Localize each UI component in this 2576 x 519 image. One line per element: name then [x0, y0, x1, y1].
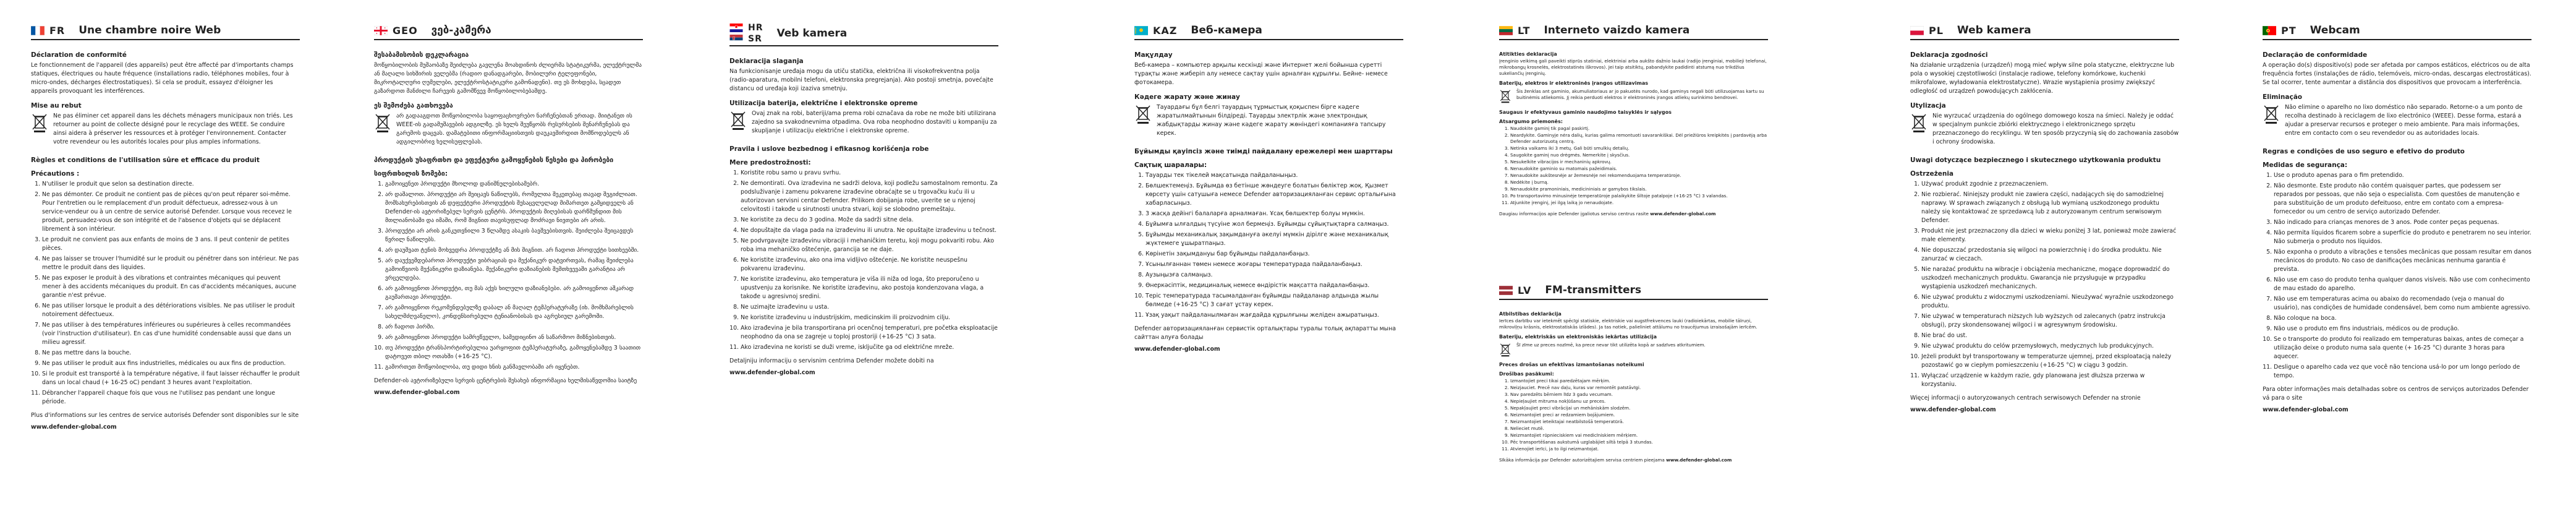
list-item: 1. N'utiliser le produit que selon sa destination directe. — [42, 180, 300, 189]
declaration-text: Le fonctionnement de l'appareil (des appareils) peut être affecté par d'importants champs statiques, électriques ou haute fréquence (installations radio, téléphones mobiles, four à micro-ondes, décharges électrostatiques). Si cela se produit, essayez d'éloigner les appareils provoquant les interférences. — [31, 62, 294, 95]
crossed-bin-icon — [1499, 342, 1511, 357]
list-item: 10. Теріс температурада тасымалданған бұйымды пайдаланар алдында жылы бөлмеде (+16-25 °С) 3 сағат ұстау керек. — [1146, 292, 1403, 309]
list-item: 9. Neizmantojiet rūpnieciskiem vai medicīniskiem mērķiem. — [1510, 432, 1768, 439]
footer-text — [1499, 457, 1768, 463]
declaration-text: Ierīces darbību var ietekmēt spēcīgi statiskie, elektriskie vai augstfrekvences lauki (radioiekārtas, mobilie tālruņi, mikroviļņu krāsnis, elektrostatiskās izlādes). Ja tas notiek, palieliniet attālumu no traucējumus izraisošajām ierīcēm. — [1499, 318, 1758, 330]
list-item: 11. Ako izrađevina ne koristi se duži vreme, isključite ga od električne mreže. — [741, 343, 998, 352]
list-item: 7. არ გამოიყენოთ რეკომენდებულზე დაბალ ან მაღალ ტემპერატურაზე (იხ. მომხმარებლის სახელმძღვანელო), კონდენსირებული ტენიანობისას და აგრესიულ გარემოში. — [385, 304, 643, 321]
list-item: 7. Ұсынылғаннан төмен немесе жоғары температурада пайдаланбаңыз. — [1146, 260, 1403, 269]
website-link[interactable]: www.defender-global.com — [31, 424, 117, 431]
footer-text: Plus d'informations sur les centres de service autorisés Defender sont disponibles sur le site — [31, 412, 299, 419]
list-item: 3. პროდუქტი არ არის განკუთვნილი 3 წლამდე ასაკის ბავშვებისთვის. შეიძლება შეიცავდეს წვრილ ნაწილებს. — [385, 227, 643, 244]
list-item: 1. Use o produto apenas para o fim pretendido. — [2274, 171, 2531, 180]
footer-text — [1499, 211, 1768, 217]
list-item: 6. Ne koristite izrađevinu, ako ona ima vidljivo oštećenje. Ne koristite neuspešnu pokvarenu izrađevinu. — [741, 256, 998, 273]
section-title: Веб-камера — [1191, 24, 1262, 36]
rules-heading: Saugaus ir efektyvaus gaminio naudojimo taisyklės ir sąlygos — [1499, 109, 1672, 115]
list-item: 5. Ne pas exposer le produit à des vibrations et contraintes mécaniques qui peuvent mener à des accidents mécaniques du produit. En cas d'accidents mécaniques, aucune garantie n'est prévue. — [42, 274, 300, 300]
disposal-text: Nie wyrzucać urządzenia do ogólnego domowego kosza na śmieci. Należy je oddać w specjalnym punkcie zbiórki elektrycznego i elektronicznego sprzętu przeznaczonego do recyklingu. W ten sposób przyczynią się do zachowania zasobów i ochrony środowiska. — [1932, 113, 2179, 145]
list-item: 3. Ne koristite za decu do 3 godina. Može da sadrži sitne dela. — [741, 216, 998, 225]
lang-code: PT — [2281, 24, 2297, 36]
disposal-heading: Bateriju, elektriskās un elektroniskās iekārtas utilizācija — [1499, 334, 1657, 340]
serbia-flag-icon — [729, 35, 743, 43]
declaration-text: Įrenginio veikimą gali paveikti stiprūs statiniai, elektriniai arba aukšto dažnio laukai (radijo įrenginiai, mobilieji telefonai, mikrobangų krosnelės, elektrostatinės iškrovos). Jei taip atsitiktų, pabandykite padidinti atstumą nuo trikdžius sukeliančių įrenginių. — [1499, 58, 1767, 76]
disposal-text: არ გადააგდოთ მოწყობილობა საყოფაცხოვრებო ნარჩენებთან ერთად. მიიტანეთ ის WEEE-ის გადამუშავების ადგილზე. ეს ხელს შეუწყობს რესურსების შენარჩუნებას და გარემოს დაცვას. დამატებითი ინფორმაციისთვის დაუკავშირდით მომწოდებელს ან ადგილობრივ ხელისუფლებას. — [396, 113, 632, 145]
header-kaz — [1134, 22, 1403, 40]
lang-code: GEO — [393, 24, 418, 36]
declaration-text: Na funkcionisanje uređaja mogu da utiču statička, električna ili visokofrekventna polja (radio-aparatura, mobilni telefoni, elektronska pregrejanja). Ako postoji smetnja, povećajte distancu od uređaja koji izaziva smetnju. — [729, 68, 993, 92]
section-fr — [31, 22, 300, 431]
website-link[interactable]: www.defender-global.com — [1134, 346, 1220, 353]
list-item: 10. Jeżeli produkt był transportowany w temperaturze ujemnej, przed eksploatacją należy pozostawić go w ciepłym pomieszczeniu (+16-25 °C) w ciągu 3 godzin. — [1921, 353, 2179, 370]
header-fr — [31, 22, 300, 40]
lang-code: FR — [49, 24, 66, 36]
disposal-heading: Eliminação — [2263, 93, 2302, 101]
list-item: 2. Neizjauciet. Precē nav daļu, kuras var remontēt patstāvīgi. — [1510, 385, 1768, 391]
list-item: 9. Nenaudokite pramoniniais, medicininiais ar gamybos tikslais. — [1510, 186, 1768, 192]
list-item: 11. Wyłączać urządzenie w każdym razie, gdy planowana jest dłuższa przerwa w korzystaniu. — [1921, 372, 2179, 389]
crossed-bin-icon — [1499, 88, 1511, 103]
declaration-heading: Мақұлдау — [1134, 51, 1173, 59]
list-item: 9. Não use o produto em fins industriais, médicos ou de produção. — [2274, 325, 2531, 333]
rules-heading: Regras e condições de uso seguro e efetivo do produto — [2263, 148, 2465, 155]
list-item: 10. Ako izrađevina je bila transportirana pri ocenčnoj temperaturi, pre početka eksploatacije neophodno da ona se zagreje u toploj prostoriji (+16-25 °C) 3 sata. — [741, 324, 998, 341]
section-title: Web kamera — [1957, 24, 2031, 36]
list-item: 4. Saugokite gaminį nuo drėgmės. Nemerkite į skysčius. — [1510, 152, 1768, 158]
list-item: 6. Nenaudokite gaminio su matomais pažeidimais. — [1510, 166, 1768, 172]
list-item: 5. Бұйымды механикалық зақымдануға әкелуі мүмкін дірілге және механикалық жүктемеге ұшыратпаңыз. — [1146, 231, 1403, 248]
list-item: 10. Si le produit est transporté à la température négative, il faut laisser réchauffer le produit dans un local chaud (+ 16-25 oC) pendant 3 heures avant l'exploitation. — [42, 370, 300, 387]
disposal-text: Šis ženklas ant gaminio, akumuliatoriaus ar jo pakuotės nurodo, kad gaminys negali būti utilizuojamas kartu su buitinėmis atliekomis. Jį reikia perduoti elektros ir elektroninės įrangos atliekų surinkimo bendrovei. — [1516, 88, 1764, 100]
footer-text: Para obter informações mais detalhadas sobre os centros de serviços autorizados Defender vá para o site — [2263, 386, 2529, 401]
list-item: 8. Nedėkite į burną. — [1510, 179, 1768, 186]
precautions-list — [2263, 171, 2531, 380]
list-item: 9. Ne koristite izrađevinu u industrijskim, medicinskim ili proizvodnim cilju. — [741, 314, 998, 322]
list-item: 4. Não permita líquidos ficarem sobre a superfície do produto e penetrarem no seu interior. Não submerja o produto nos líquidos. — [2274, 229, 2531, 246]
list-item: 2. Neardykite. Gaminyje nėra dalių, kurias galima remontuoti savarankiškai. Dėl priežiūros kreipkitės į pardavėją arba Defender autorizuotą centrą. — [1510, 132, 1768, 145]
list-item: 5. Nesukelkite vibracijos ir mechaninių apkrovų. — [1510, 159, 1768, 165]
precautions-list — [1499, 126, 1768, 206]
list-item: 3. 3 жасқа дейінгі балаларға арналмаған. Ұсақ бөлшектер болуы мүмкін. — [1146, 210, 1403, 218]
disposal-heading: Utilizacija baterija, električne i elektronske opreme — [729, 100, 918, 107]
declaration-text: მოწყობილობის მუშაობაზე შეიძლება გავლენა მოახდინოს ძლიერმა სტატიკურმა, ელექტრულმა ან მაღალი სიხშირის ველებმა (რადიო დანადგარები, მობილური ტელეფონები, მიკროტალღური ღუმელები, ელექტროსტატიკური გამონადენი). თუ ეს მოხდება, სცადეთ გაზარდოთ მანძილი ჩარევის გამომწვევ მოწყობილობებამდე. — [374, 62, 642, 95]
list-item: 10. თუ პროდუქტი ტრანსპორტირებულია უარყოფით ტემპერატურაზე, გამოყენებამდე 3 საათით დატოვეთ თბილ ოთახში (+16-25 °С). — [385, 344, 643, 361]
list-item: 3. Produkt nie jest przeznaczony dla dzieci w wieku poniżej 3 lat, ponieważ może zawierać małe elementy. — [1921, 227, 2179, 244]
list-item: 7. Ne koristite izrađevinu, ako temperatura je viša ili niža od loga, što preporučeno u upustvenju za korisnike. Ne koristite izrađevinu, ako postoja kondenzovana vlaga, a takođe u agresivnoj sredini. — [741, 275, 998, 301]
list-item: 7. Nie używać w temperaturach niższych lub wyższych od zalecanych (patrz instrukcja obsługi), przy skondensowanej wilgoci i w agresywnym środowisku. — [1921, 312, 2179, 330]
precautions-heading: Drošības pasākumi: — [1499, 371, 1554, 377]
section-title: FM-transmitters — [1545, 284, 1641, 296]
precautions-list — [1910, 180, 2179, 389]
lang-code: PL — [1929, 24, 1944, 36]
france-flag-icon — [31, 26, 45, 35]
list-item: 8. Nie brać do ust. — [1921, 332, 2179, 340]
list-item: 6. Nie używać produktu z widocznymi uszkodzeniami. Nieużywać wyraźnie uszkodzonego produktu. — [1921, 293, 2179, 311]
section-geo — [374, 22, 643, 396]
list-item: 1. გამოიყენეთ პროდუქტი მხოლოდ დანიშნულებისამებრ. — [385, 180, 643, 189]
list-item: 3. Netinka vaikams iki 3 metų. Gali būti smulkių detalių. — [1510, 145, 1768, 152]
latvia-flag-icon — [1499, 286, 1513, 295]
precautions-list — [31, 180, 300, 406]
list-item: 9. Nie używać produktu do celów przemysłowych, medycznych lub produkcyjnych. — [1921, 342, 2179, 351]
list-item: 9. არ გამოიყენოთ პროდუქტი სამრეწველო, სამედიცინო ან საწარმოო მიზნებისთვის. — [385, 333, 643, 342]
list-item: 8. არ ჩადოთ პირში. — [385, 323, 643, 332]
footer-text: Detaljniju informaciju o servisnim centrima Defender možete dobiti na — [729, 358, 934, 364]
croatia-flag-icon — [729, 24, 743, 32]
website-link[interactable]: www.defender-global.com — [374, 389, 460, 396]
list-item: 1. Naudokite gaminį tik pagal paskirtį. — [1510, 126, 1768, 132]
section-title: Interneto vaizdo kamera — [1544, 24, 1690, 36]
lang-code: LT — [1518, 24, 1531, 36]
lang-code: LV — [1518, 284, 1532, 296]
list-item: 4. Ne pas laisser se trouver l'humidité sur le produit ou pénétrer dans son intérieur. Ne pas mettre le produit dans des liquides. — [42, 255, 300, 272]
precautions-heading: Précautions : — [31, 170, 80, 178]
poland-flag-icon — [1910, 26, 1924, 35]
list-item: 3. Não indicado para crianças menores de 3 anos. Pode conter peças pequenas. — [2274, 218, 2531, 227]
declaration-heading: Atbilstības deklarācija — [1499, 311, 1562, 317]
list-item: 1. Izmantojiet preci tikai paredzētajam mērķim. — [1510, 378, 1768, 384]
list-item: 11. Débrancher l'appareil chaque fois que vous ne l'utilisez pas pendant une longue période. — [42, 389, 300, 406]
declaration-heading: Declaração de conformidade — [2263, 51, 2368, 59]
rules-heading: Pravila i uslove bezbednog i efikasnog korišćenja robe — [729, 145, 929, 153]
precautions-heading: Ostrzeżenia — [1910, 170, 1953, 178]
list-item: 9. Өнеркәсіптік, медициналық немесе өндірістік мақсатта пайдаланбаңыз. — [1146, 281, 1403, 290]
crossed-bin-icon — [2263, 103, 2280, 124]
footer-label: Sīkāka informācija par Defender autorizētajiem servisa centriem pieejama — [1499, 457, 1665, 463]
disposal-text: Não elimine o aparelho no lixo doméstico não separado. Retorne-o a um ponto de recolha destinado à reciclagem de lixo electrónico (WEEE). Desse forma, estará a ajudar a preservar recursos e proteger o meio ambiente. Para mais informações, entre em contacto com o seu revendedor ou as autoridades locais. — [2285, 104, 2523, 137]
list-item: 1. Koristite robu samo u pravu svrhu. — [741, 169, 998, 178]
declaration-text: Na działanie urządzenia (urządzeń) mogą mieć wpływ silne pola statyczne, elektryczne lub pola o wysokiej częstotliwości (instalacje radiowe, telefony komórkowe, kuchenki mikrofalowe, wyładowania elektrostatyczne). Wrazie wystąpienia prosimy zwiększyć odległość od urządzeń powodujących zakłócenia. — [1910, 62, 2175, 95]
list-item: 4. Бұйымға ылғалдың түсуіне жол бермеңіз. Бұйымды сұйықтықтарға салмаңыз. — [1146, 220, 1403, 229]
list-item: 11. Atvienojiet ierīci, ja to ilgi neizmantojat. — [1510, 446, 1768, 452]
rules-heading: Preces drošas un efektīvas izmantošanas noteikumi — [1499, 362, 1644, 367]
list-item: 8. Ne pas mettre dans la bouche. — [42, 349, 300, 358]
section-lv — [1499, 281, 1768, 467]
section-kaz — [1134, 22, 1403, 353]
header-lv — [1499, 281, 1768, 300]
portugal-flag-icon — [2263, 26, 2276, 35]
crossed-bin-icon — [1134, 103, 1152, 124]
declaration-heading: Deklaracija slaganja — [729, 58, 804, 65]
precautions-list — [374, 180, 643, 372]
section-pt — [2263, 22, 2531, 413]
website-link[interactable]: www.defender-global.com — [1650, 211, 1716, 217]
georgia-flag-icon — [374, 26, 388, 35]
list-item: 8. Nelieciet mutē. — [1510, 426, 1768, 432]
list-item: 6. Ne pas utiliser lorsque le produit a des détériorations visibles. Ne pas utiliser le produit notoirement défectueux. — [42, 302, 300, 319]
list-item: 4. Nie dopuszczać przedostania się wilgoci na powierzchnię i do środka produktu. Nie zanurzać w cieczach. — [1921, 246, 2179, 264]
disposal-text: Šī zīme uz preces nozīmē, ka prece nevar tikt utilizēta kopā ar sadzīves atkritumiem. — [1516, 342, 1706, 348]
list-item: 11. გამორთეთ მოწყობილობა, თუ დიდი ხნის განმავლობაში არ იყენებთ. — [385, 363, 643, 372]
list-item: 3. Le produit ne convient pas aux enfants de moins de 3 ans. Il peut contenir de petites pièces. — [42, 236, 300, 253]
declaration-heading: შესაბამისობის დეკლარაცია — [374, 51, 469, 59]
declaration-heading: Atitikties deklaracija — [1499, 51, 1557, 57]
rules-heading: Бұйымды қауіпсіз және тиімді пайдалану ережелері мен шарттары — [1134, 148, 1393, 155]
disposal-text: Ovaj znak na robi, bateriji/ama prema robi označava da robe ne može biti utilizirana zajedno sa svakodnevnima otpadima. Ova roba neophodno dostaviti u kompaniju za skupljanje i utilizaciju električne i elektronske opreme. — [752, 110, 997, 134]
header-hr-sr — [729, 22, 998, 46]
list-item: 2. Nie rozbierać. Niniejszy produkt nie zawiera części, nadających się do samodzielnej naprawy. W sprawach związanych z obsługą lub wymianą uszkodzonego produktu należy się kontaktować ze sprzedawcą lub z autoryzowanym centrum serwisowym Defender. — [1921, 191, 2179, 225]
declaration-text: Веб-камера – компьютер арқылы кескінді және Интернет желі бойынша суретті тұрақты және жиберіп алу немесе сақтау үшін арналған құрылғы. Бейне- немесе фотокамера. — [1134, 62, 1388, 86]
list-item: 7. Ne pas utiliser à des températures inférieures ou supérieures à celles recommandées (voir l'instruction d'utilisateur). En cas d'une humidité condensable aussi que dans un milieu agressif. — [42, 321, 300, 347]
footer-text: Defender авторизацияланған сервистік орталықтары туралы толық ақпаратты мына сайттан алуға болады — [1134, 325, 1396, 341]
section-title: Webcam — [2310, 24, 2360, 36]
list-item: 10. Po transportavimo minusinėje temperatūroje palaikykite šiltoje patalpoje (+16-25 °C) 3 valandas. — [1510, 193, 1768, 199]
disposal-heading: Utylizacja — [1910, 102, 1946, 109]
rules-heading: პროდუქტის უსაფრთხო და ეფექტური გამოყენების წესები და პირობები — [374, 157, 614, 164]
section-title: Une chambre noire Web — [79, 24, 221, 36]
list-item: 1. Тауарды тек тікелей мақсатында пайдаланыңыз. — [1146, 171, 1403, 180]
list-item: 6. Não use em caso do produto tenha qualquer danos visíveis. Não use com conhecimento de mau estado do aparelho. — [2274, 276, 2531, 293]
list-item: 11. Atjunkite įrenginį, jei ilgą laiką jo nenaudojate. — [1510, 200, 1768, 206]
list-item: 8. Аузыңызға салмаңыз. — [1146, 271, 1403, 280]
lithuania-flag-icon — [1499, 26, 1513, 35]
precautions-heading: Mere predostrožnosti: — [729, 159, 811, 166]
precautions-list — [729, 169, 998, 352]
header-pt — [2263, 22, 2531, 40]
footer-text: Defender-ის ავტორიზებული სერვის ცენტრების შესახებ ინფორმაცია ხელმისაწვდომია საიტზე — [374, 377, 637, 384]
list-item: 4. არ დაუშვათ ტენის მოხვედრა პროდუქტზე ან მის შიგნით. არ ჩადოთ პროდუქტი სითხეებში. — [385, 246, 643, 255]
header-geo — [374, 22, 643, 40]
disposal-heading: Baterijų, elektros ir elektroninės įrangos utilizavimas — [1499, 80, 1648, 86]
declaration-text: A operação do(s) dispositivo(s) pode ser afetada por campos estáticos, eléctricos ou de alta frequência fortes (instalações de rádio, telemóveis, micro-ondas, descargas electrostáticas). Se tal ocorrer, tente aumentar a distância dos dispositivos que provocam a interferência. — [2263, 62, 2531, 86]
website-link[interactable]: www.defender-global.com — [1666, 457, 1732, 463]
disposal-heading: Кәдеге жарату және жинау — [1134, 93, 1240, 101]
crossed-bin-icon — [31, 112, 48, 133]
disposal-text: Ne pas éliminer cet appareil dans les déchets ménagers municipaux non triés. Les retourner au point de collecte désigné pour le recyclage des WEEE. Se conduire ainsi aidera à préserver les ressources et à protéger l'environnement. Contacter votre revendeur ou les autorités locales pour plus amples informations. — [53, 113, 293, 145]
lang-code-sr: SR — [748, 34, 762, 44]
list-item: 5. Nepakļaujiet preci vibrācijai un mehāniskām slodzēm. — [1510, 405, 1768, 411]
crossed-bin-icon — [1910, 112, 1928, 133]
website-link[interactable]: www.defender-global.com — [2263, 406, 2349, 413]
footer-label: Daugiau informacijos apie Defender įgaliotus serviso centrus rasite — [1499, 211, 1649, 217]
list-item: 8. Não coloque na boca. — [2274, 314, 2531, 323]
list-item: 7. Nenaudokite aukštesnėje ar žemesnėje nei rekomenduojama temperatūroje. — [1510, 173, 1768, 179]
disposal-heading: ეს შემოძება გათხოვება — [374, 102, 453, 109]
disposal-text: Тауардағы бұл белгі тауардың тұрмыстық қоқыспен бірге кәдеге жаратылмайтынын білдіреді. Тауарды электрлік және электрондық жабдықтарды жинау және кәдеге жарату жөніндегі компанияға тапсыру керек. — [1157, 104, 1386, 137]
precautions-heading: Atsargumo priemonės: — [1499, 119, 1563, 124]
header-pl — [1910, 22, 2179, 40]
section-lt — [1499, 22, 1768, 275]
header-lt — [1499, 22, 1768, 40]
list-item: 6. Neizmantojiet preci ar redzamiem bojājumiem. — [1510, 412, 1768, 418]
list-item: 7. Neizmantojiet ieteiktajai neatbilstošā temperatūrā. — [1510, 419, 1768, 425]
website-link[interactable]: www.defender-global.com — [729, 369, 815, 376]
list-item: 10. Pēc transportēšanas aukstumā uzglabājiet siltā telpā 3 stundas. — [1510, 439, 1768, 445]
list-item: 2. არ დაშალოთ. პროდუქტი არ შეიცავს ნაწილებს, რომელთა შეკეთებაც თავად შეგიძლიათ. მომსახურებისთვის ან დეფექტური პროდუქტის შესაცვლელად მიმართეთ გამყიდველს ან Defender-ის ავტორიზებულ სერვის ცენტრს. პროდუქტის მიღებისას დარწმუნდით მის მთლიანობაში და იმაში, რომ შიგნით თავისუფლად მოძრავი ნივთები არ არის. — [385, 191, 643, 225]
precautions-heading: სიფრთხილის ზომები: — [374, 170, 448, 178]
precautions-heading: Сақтық шаралары: — [1134, 161, 1207, 169]
list-item: 2. Ne demontirati. Ova izrađevina ne sadrži delova, koji podležu samostalnom remontu. Za podsluživanje i zamenu pokvarene izrađevine obraćajte se u trgovačku kuću ili u autorizovan servisni centar Defender. Prilikom dobijanja robe, uverite se u njenoj celovitosti i takođe u sirutnosti unutra stvari, koji se slobodno premeštaju. — [741, 179, 998, 214]
rules-heading: Uwagi dotyczące bezpiecznego i skutecznego użytkowania produktu — [1910, 157, 2161, 164]
list-item: 9. Ne pas utiliser le produit aux fins industrielles, médicales ou aux fins de production. — [42, 359, 300, 368]
list-item: 1. Używać produkt zgodnie z przeznaczeniem. — [1921, 180, 2179, 189]
website-link[interactable]: www.defender-global.com — [1910, 406, 1996, 413]
list-item: 2. Бөлшектемеңіз. Бұйымда өз бетінше жөндеуге болатын бөліктер жоқ. Қызмет көрсету үшін сатушыға немесе Defender авторизацияланған сервис орталығына хабарласыңыз. — [1146, 182, 1403, 208]
precautions-list — [1134, 171, 1403, 320]
list-item: 4. Nepieļaujiet mitruma nokļūšanu uz preces. — [1510, 398, 1768, 405]
list-item: 2. Não desmonte. Este produto não contém quaisquer partes, que podessem ser reparados por pessoas, que não seja o especialista. Com questões de manutenção e para substituição de um produto defeituoso, entre em contato com a empresa-fornecedor ou um centro de serviço autorizado Defender. — [2274, 182, 2531, 217]
list-item: 4. Ne dopuštajte da vlaga pada na izrađevinu ili unutra. Ne opuštajte izrađevinu u tečnost. — [741, 226, 998, 235]
crossed-bin-icon — [374, 112, 391, 133]
crossed-bin-icon — [729, 109, 747, 131]
list-item: 3. Nav paredzēts bērniem līdz 3 gadu vecumam. — [1510, 392, 1768, 398]
list-item: 5. Nie narażać produktu na wibracje i obciążenia mechaniczne, mogące doprowadzić do uszkodzeń mechanicznych produktu. Gwarancja nie przysługuje w przypadku wystąpienia uszkodzeń mechanicznych. — [1921, 265, 2179, 291]
list-item: 5. Ne podvrgavajte izrađevinu vibraciji i mehaničkim teretu, koji mogu pokvariti robu. Ako roba ima mehaničko oštećenje, garancija se ne daje. — [741, 237, 998, 254]
list-item: 2. Ne pas démonter. Ce produit ne contient pas de pièces qu'on peut réparer soi-même. Pour l'entretien ou le remplacement d'un produit défectueux, adressez-vous à un service-vendeur ou à un centre de service autorisé Defender. Lorsque vous recevez le produit, persuadez-vous de son intégrité et de l'absence d'objets qui se déplacent librement à son intérieur. — [42, 191, 300, 234]
precautions-heading: Medidas de segurança: — [2263, 161, 2348, 169]
rules-heading: Règles et conditions de l'utilisation sûre et efficace du produit — [31, 157, 260, 164]
footer-text: Więcej informacji o autoryzowanych centrach serwisowych Defender na stronie — [1910, 395, 2141, 401]
disposal-heading: Mise au rebut — [31, 102, 82, 109]
section-title: ვებ-კამერა — [431, 24, 491, 36]
list-item: 6. Көрінетін зақымдануы бар бұйымды пайдаланбаңыз. — [1146, 250, 1403, 259]
section-pl — [1910, 22, 2179, 413]
kazakhstan-flag-icon — [1134, 26, 1148, 35]
lang-code-hr: HR — [748, 23, 763, 33]
list-item: 11. Desligue o aparelho cada vez que você não tenciona usá-lo por um longo período de tempo. — [2274, 363, 2531, 380]
section-hr-sr — [729, 22, 998, 376]
list-item: 8. Ne uzimajte izrađevinu u usta. — [741, 303, 998, 312]
list-item: 7. Não use em temperaturas acima ou abaixo do recomendado (veja o manual do usuário), nas condições de humidade condensável, bem como num ambiente agressivo. — [2274, 295, 2531, 312]
section-title: Veb kamera — [776, 27, 848, 40]
lang-code: KAZ — [1153, 24, 1178, 36]
declaration-heading: Deklaracja zgodności — [1910, 51, 1988, 59]
list-item: 5. არ დაუქვემდებაროთ პროდუქტი ვიბრაციას და მექანიკურ დატვირთვას, რამაც შეიძლება გამოიწვიოს მექანიკური დაზიანება. მექანიკური დაზიანების შემთხვევაში გარანტია არ ვრცელდება. — [385, 257, 643, 283]
declaration-heading: Déclaration de conformité — [31, 51, 127, 59]
list-item: 6. არ გამოიყენოთ პროდუქტი, თუ მას აქვს ხილული დაზიანებები. არ გამოიყენოთ აშკარად გაუმართავი პროდუქტი. — [385, 285, 643, 302]
list-item: 11. Ұзақ уақыт пайдаланылмаған жағдайда құрылғыны желіден ажыратыңыз. — [1146, 311, 1403, 320]
list-item: 5. Não exponha o produto a vibrações e tensões mecânicas que possam resultar em danos mecânicos do produto. No caso de danificações mecânicas nenhuma garantia é prevista. — [2274, 248, 2531, 274]
precautions-list — [1499, 378, 1768, 452]
list-item: 10. Se o transporte do produto foi realizado em temperaturas baixas, antes de começar a utilização deixe o produto numa sala quente (+ 16-25 °C) durante 3 horas para aquecer. — [2274, 335, 2531, 361]
